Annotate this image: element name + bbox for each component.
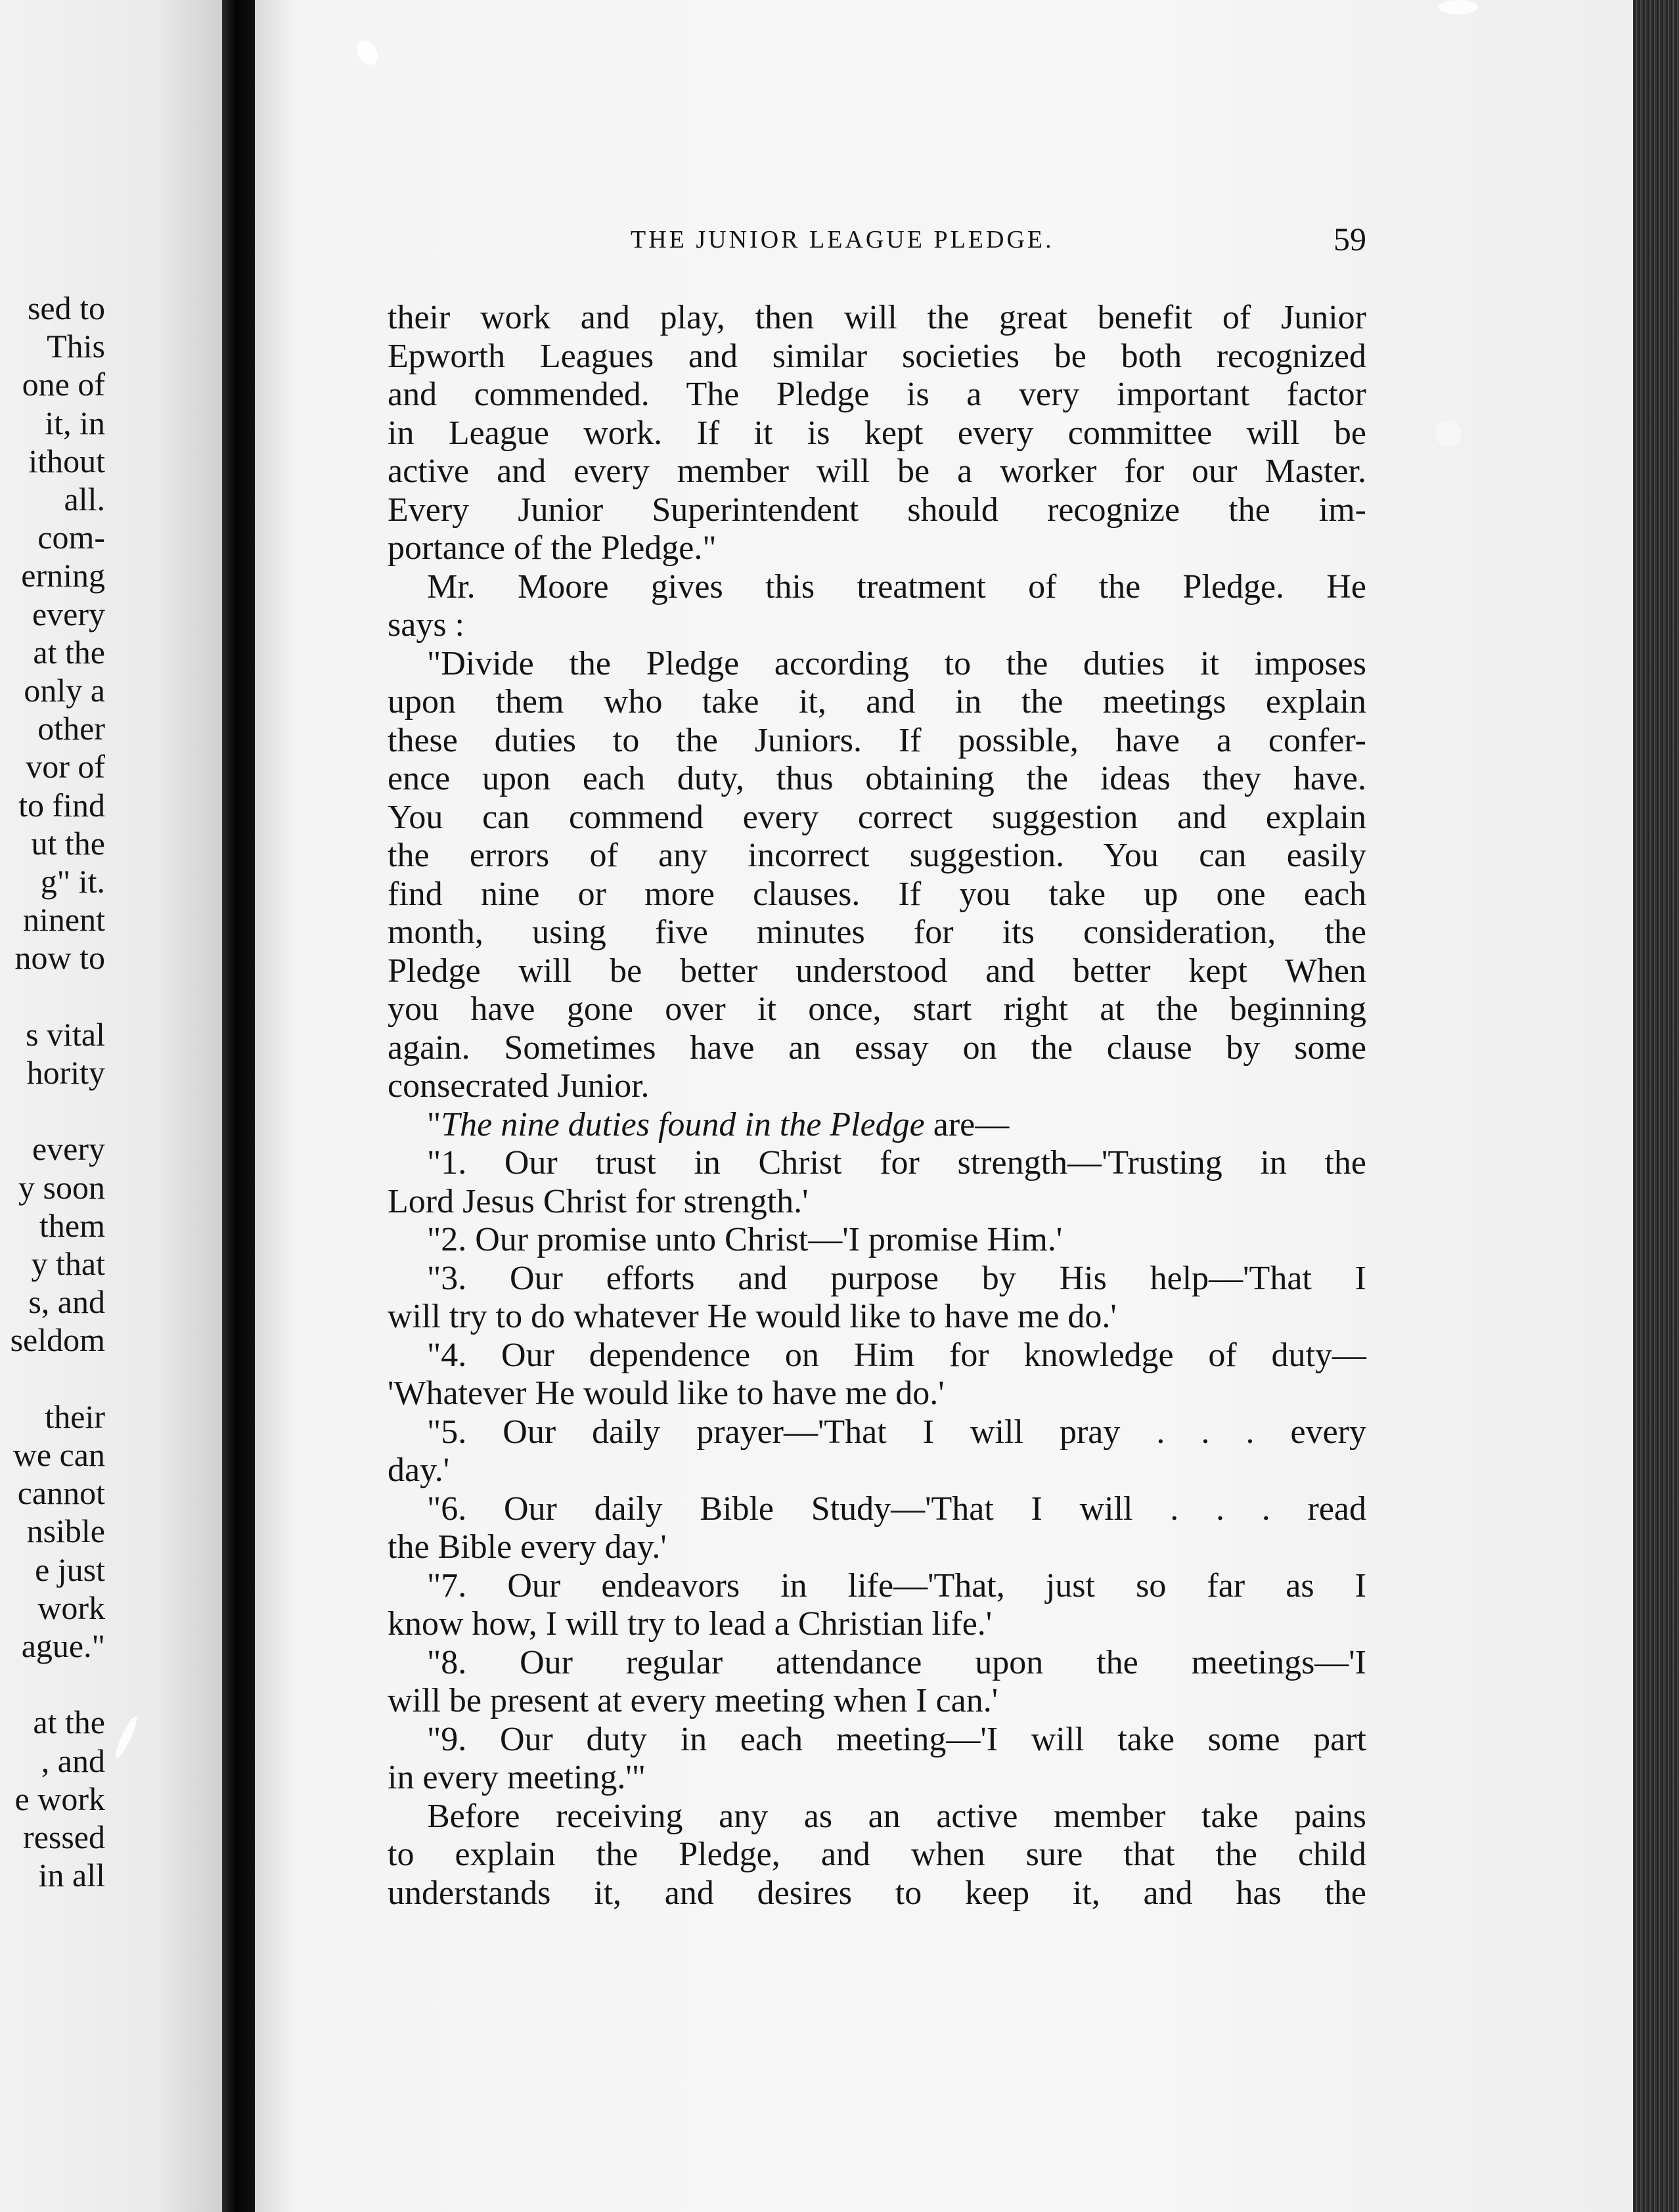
text-line: says : [388, 606, 464, 644]
text-line: understands it, and desires to keep it, and has the [388, 1874, 1366, 1912]
left-page-line: to find [18, 786, 105, 824]
left-page-line: now to [14, 939, 105, 977]
text-line: in every meeting.'" [388, 1759, 646, 1796]
text-line: "Divide the Pledge according to the duties it imposes [427, 644, 1366, 682]
left-page-line: vor of [26, 748, 105, 785]
text-line: to explain the Pledge, and when sure that the child [388, 1836, 1366, 1873]
text-line: "1. Our trust in Christ for strength—'Trusting in the [427, 1144, 1366, 1182]
text-line: day.' [388, 1451, 450, 1489]
left-page-line: com- [37, 519, 105, 556]
left-page-line: cannot [17, 1474, 105, 1512]
text-line: Lord Jesus Christ for strength.' [388, 1182, 809, 1220]
left-page-line: erning [21, 557, 105, 594]
text-line: Before receiving any as an active member take pains [427, 1797, 1366, 1835]
left-page-line: one of [22, 366, 105, 403]
book-gutter [222, 0, 256, 2212]
text-line: upon them who take it, and in the meetings explain [388, 683, 1366, 720]
text-line: Mr. Moore gives this treatment of the Pledge. He [427, 567, 1366, 606]
text-line: month, using five minutes for its consideration, the [388, 914, 1366, 951]
scan-speck [1439, 0, 1478, 14]
left-page-line: other [37, 710, 105, 747]
text-line: and commended. The Pledge is a very important factor [388, 376, 1366, 413]
text-line: ence upon each duty, thus obtaining the ideas they have. [388, 760, 1366, 797]
scan-speck [1435, 420, 1462, 447]
left-page-line: ninent [23, 901, 105, 939]
text-line: "7. Our endeavors in life—'That, just so far as I [427, 1566, 1366, 1604]
text-line: the errors of any incorrect suggestion. You can easily [388, 837, 1366, 874]
left-page-line: them [39, 1206, 105, 1244]
left-page-line: every [32, 595, 105, 632]
text-line: you have gone over it once, start right at the beginning [388, 990, 1366, 1028]
text-line: "9. Our duty in each meeting—'I will take some part [427, 1720, 1366, 1758]
italic-phrase: The nine duties found in the Pledge [441, 1105, 925, 1143]
left-page-line: at the [33, 1704, 105, 1741]
left-page-line: their [45, 1398, 105, 1435]
left-page-line: in all [38, 1857, 105, 1894]
text-line: portance of the Pledge." [388, 529, 717, 567]
left-page-line: s, and [28, 1283, 105, 1321]
text-line: active and every member will be a worker for our Master. [388, 453, 1366, 490]
text-line: "4. Our dependence on Him for knowledge of duty— [427, 1336, 1366, 1374]
left-page-line: at the [33, 633, 105, 671]
running-head [388, 220, 1366, 259]
running-head-title: THE JUNIOR LEAGUE PLEDGE. [631, 226, 1054, 254]
left-page-line: e work [14, 1780, 105, 1817]
text-line: 'Whatever He would like to have me do.' [388, 1375, 945, 1412]
page-edge-stack [1633, 0, 1679, 2212]
left-facing-page [0, 0, 223, 2212]
text-line-italic [388, 1106, 1366, 1145]
left-page-line: e just [35, 1551, 105, 1588]
text-line: in League work. If it is kept every committee will be [388, 414, 1366, 452]
page-number: 59 [1333, 221, 1366, 257]
left-page-line: all. [64, 481, 105, 518]
text-line: You can commend every correct suggestion and explain [388, 798, 1366, 836]
left-page-line: ithout [28, 442, 105, 479]
body-text [388, 299, 1366, 1913]
text-line: find nine or more clauses. If you take up one each [388, 875, 1366, 913]
left-page-line: s vital [26, 1015, 105, 1053]
left-page-line: nsible [26, 1513, 105, 1550]
left-page-line: ague." [21, 1627, 105, 1664]
left-page-line: g" it. [40, 863, 105, 900]
left-page-line: This [47, 328, 105, 365]
left-page-line: y that [31, 1245, 105, 1282]
left-page-line: it, in [45, 404, 105, 441]
left-page-line: ut the [31, 824, 105, 862]
text-line: again. Sometimes have an essay on the clause by some [388, 1029, 1366, 1067]
text-line: "5. Our daily prayer—'That I will pray . . . every [427, 1413, 1366, 1451]
text-line: know how, I will try to lead a Christian life.' [388, 1605, 993, 1643]
text-line: "3. Our efforts and purpose by His help—'That I [427, 1259, 1366, 1297]
text-line: "2. Our promise unto Christ—'I promise Him.' [427, 1221, 1063, 1258]
left-page-line: seldom [10, 1321, 105, 1359]
open-quote: " [427, 1105, 441, 1143]
text-line: these duties to the Juniors. If possible, have a confer- [388, 721, 1366, 759]
text-line: Pledge will be better understood and better kept When [388, 952, 1366, 990]
text-line: Every Junior Superintendent should recognize the im- [388, 491, 1366, 529]
text-line: will be present at every meeting when I can.' [388, 1682, 998, 1719]
left-page-line: ressed [23, 1819, 105, 1855]
left-page-line: sed to [27, 290, 105, 326]
text-line: Epworth Leagues and similar societies be both recognized [388, 337, 1366, 375]
text-line: "8. Our regular attendance upon the meetings—'I [427, 1643, 1366, 1681]
text-line: consecrated Junior. [388, 1067, 650, 1105]
left-page-line: , and [41, 1742, 105, 1779]
left-page-line: every [32, 1130, 105, 1168]
left-page-line: we can [12, 1436, 105, 1473]
left-page-line: hority [26, 1054, 105, 1091]
text-line: their work and play, then will the great benefit of Junior [388, 299, 1366, 336]
left-page-line: only a [24, 672, 105, 709]
text-line: will try to do whatever He would like to have me do.' [388, 1298, 1117, 1335]
left-page-line: work [37, 1589, 105, 1626]
left-page-line: y soon [18, 1168, 105, 1206]
italic-line-tail: are— [924, 1105, 1010, 1143]
text-line: the Bible every day.' [388, 1528, 667, 1566]
text-line: "6. Our daily Bible Study—'That I will . . . read [427, 1490, 1366, 1528]
